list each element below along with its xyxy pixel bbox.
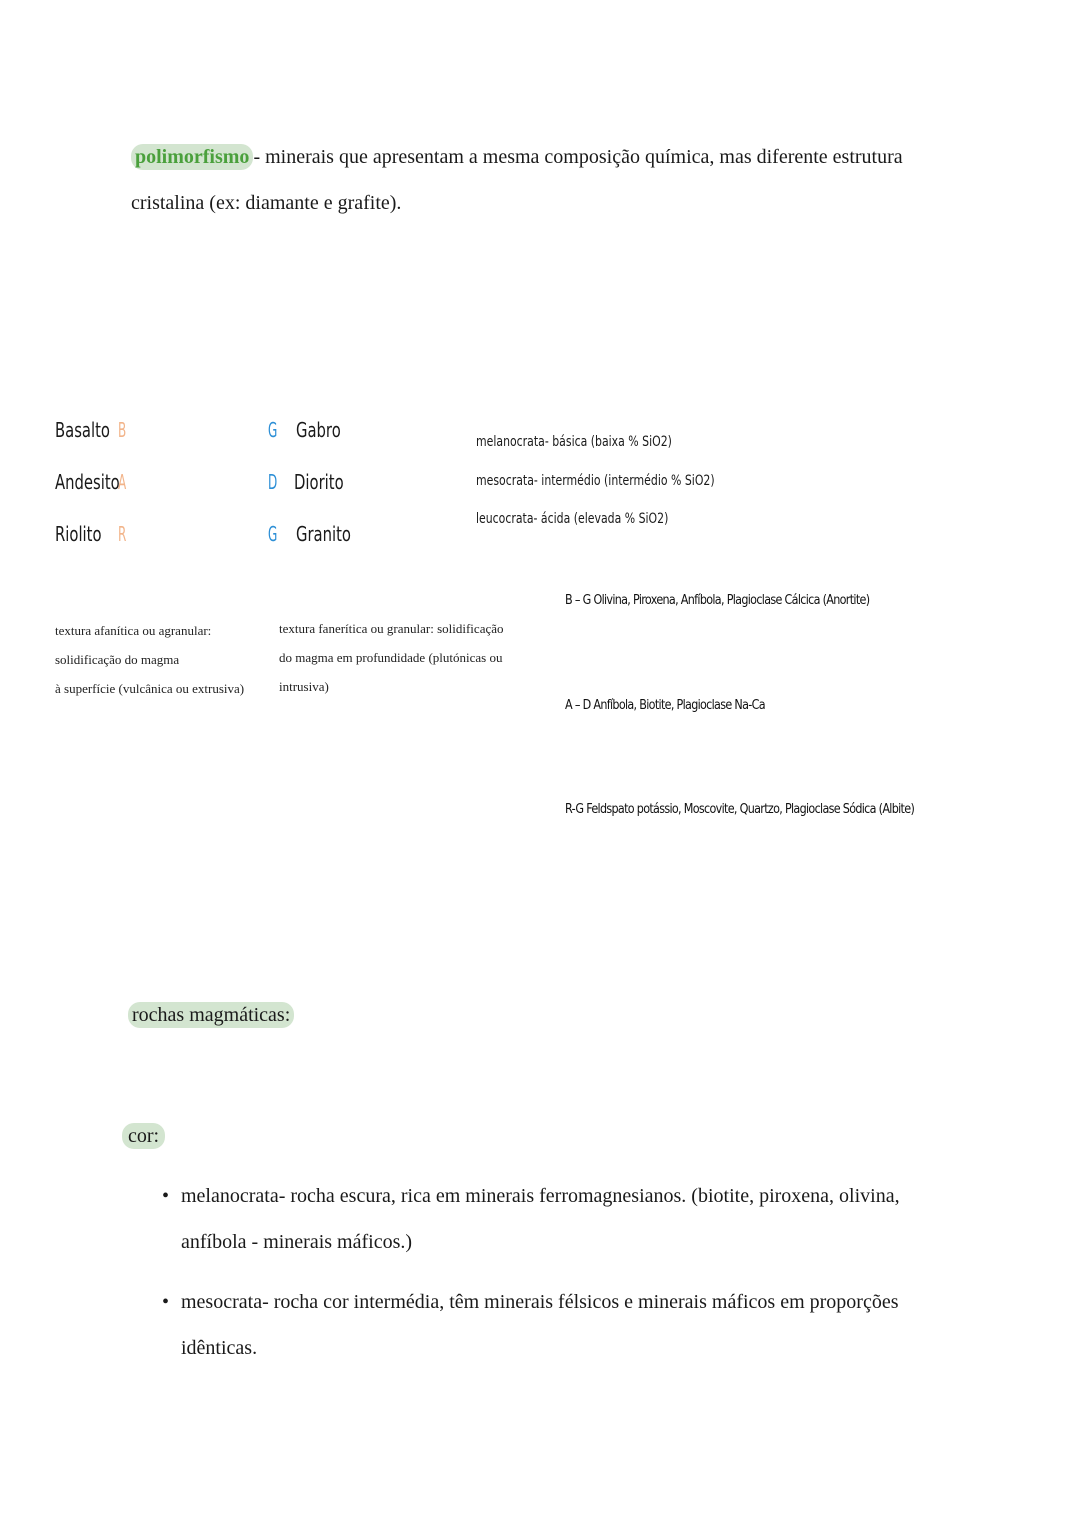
plutonic-rock-letter: G <box>268 522 278 546</box>
section-heading <box>128 1000 294 1030</box>
bullet-text: mesocrata- rocha cor intermédia, têm minerais félsicos e minerais máficos em proporções idênticas. <box>181 1291 899 1359</box>
color-bullet-list <box>160 1173 920 1385</box>
bullet-text: melanocrata- rocha escura, rica em minerais ferromagnesianos. (biotite, piroxena, olivina, anfíbola - minerais máficos.) <box>181 1185 900 1253</box>
volcanic-rock-letter: R <box>118 522 127 546</box>
texture-phaneritic-line: intrusiva) <box>279 679 329 694</box>
volcanic-rock-letter: B <box>118 418 127 442</box>
color-class-item: melanocrata- básica (baixa % SiO2) <box>476 434 672 450</box>
definition-term: polimorfismo <box>131 144 253 170</box>
mineral-series-item: R-G Feldspato potássio, Moscovite, Quartzo, Plagioclase Sódica (Albite) <box>565 802 915 817</box>
texture-phaneritic-line: textura fanerítica ou granular: solidificação <box>279 621 504 636</box>
volcanic-rock-letter: A <box>118 470 127 494</box>
volcanic-rock-name: Basalto <box>55 418 110 442</box>
texture-aphanitic-line: à superfície (vulcânica ou extrusiva) <box>55 681 245 696</box>
color-class-item: mesocrata- intermédio (intermédio % SiO2) <box>476 473 715 489</box>
mineral-series-item: B – G Olivina, Piroxena, Anfíbola, Plagioclase Cálcica (Anortite) <box>565 593 870 608</box>
definition-text: - minerais que apresentam a mesma composição química, mas diferente estrutura cristalina (ex: diamante e grafite). <box>131 146 903 214</box>
texture-aphanitic-line: solidificação do magma <box>55 652 180 667</box>
bullet-dot-icon: • <box>162 1291 170 1313</box>
subsection-heading <box>122 1121 165 1151</box>
plutonic-rock-name: Diorito <box>294 470 344 494</box>
bullet-dot-icon: • <box>162 1185 170 1207</box>
volcanic-rock-name: Andesito <box>55 470 120 494</box>
texture-phaneritic-line: do magma em profundidade (plutónicas ou <box>279 650 503 665</box>
list-item <box>160 1279 920 1371</box>
plutonic-rock-name: Gabro <box>296 418 341 442</box>
plutonic-rock-letter: D <box>268 470 278 494</box>
list-item <box>160 1173 920 1265</box>
volcanic-rock-name: Riolito <box>55 522 102 546</box>
plutonic-rock-letter: G <box>268 418 278 442</box>
section-heading-text: rochas magmáticas: <box>128 1002 294 1028</box>
definition-paragraph <box>131 134 931 226</box>
plutonic-rock-name: Granito <box>296 522 351 546</box>
texture-aphanitic-line: textura afanítica ou agranular: <box>55 623 212 638</box>
color-class-item: leucocrata- ácida (elevada % SiO2) <box>476 511 669 527</box>
subsection-heading-text: cor: <box>122 1123 165 1149</box>
mineral-series-item: A – D Anfíbola, Biotite, Plagioclase Na-Ca <box>565 698 765 713</box>
